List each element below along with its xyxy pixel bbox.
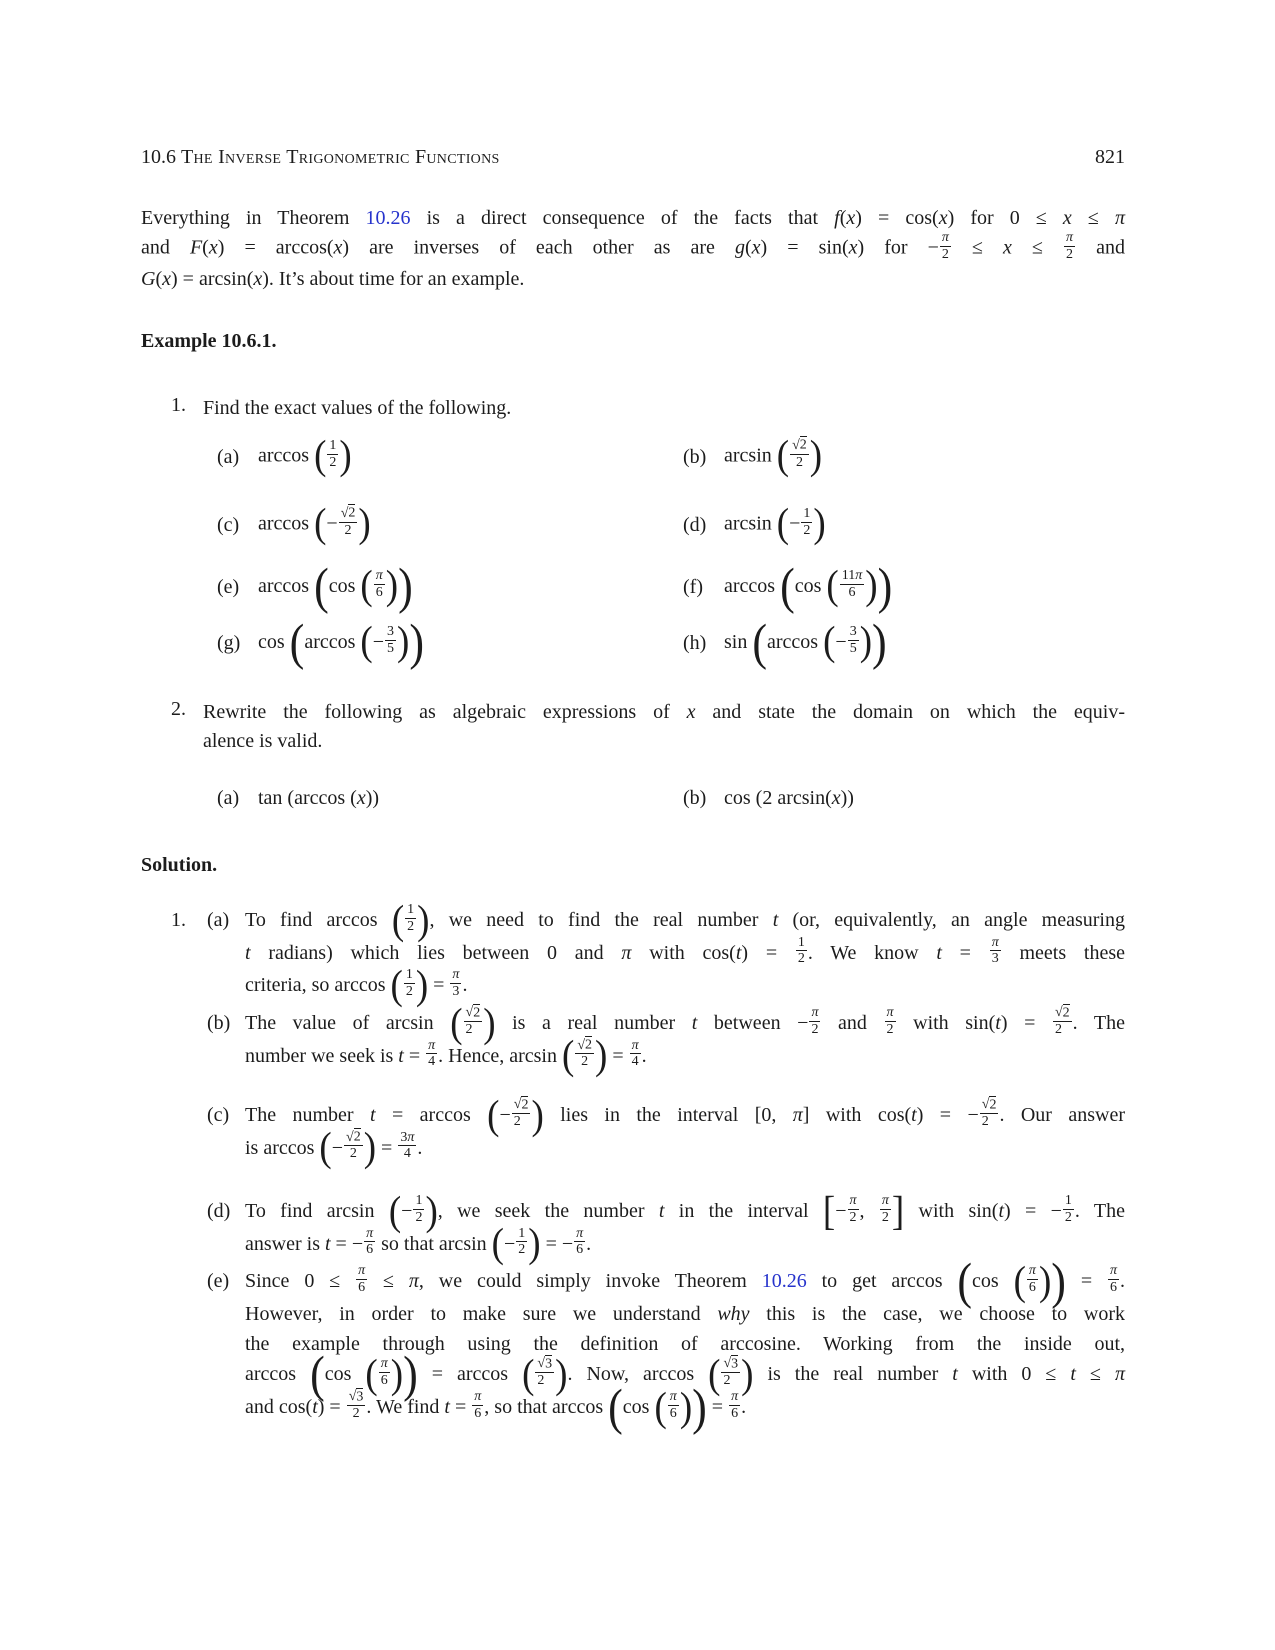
solution-line: answer is t = − $\frac{\pi}{6}$ so that arcsin (− $\frac{1}{2}$ ) = − $\frac{\pi}{6}$ . xyxy=(245,1220,592,1267)
solution-line: arccos (cos ( $\frac{\pi}{6}$ )) = arccos ( $\frac{√3}{2}$ ). Now, arccos ( $\frac{√3}{2}$ ) is the real number t with 0 ≤ t ≤ π xyxy=(245,1346,1125,1403)
sqrt: √2 xyxy=(981,1097,997,1113)
item-expression: sin (arccos (− $\frac{3}{5}$ )) xyxy=(724,613,887,671)
theorem-link[interactable]: 10.26 xyxy=(365,207,411,229)
solution-line: is arccos (− $\frac{√2}{2}$ ) = $\frac{3\pi}{4}$ . xyxy=(245,1124,423,1171)
sqrt: √3 xyxy=(348,1389,364,1405)
item-expression: arcsin ( $\frac{√2}{2}$ ) xyxy=(724,432,823,479)
item-label: (e) xyxy=(217,575,240,598)
exercise-item-2a xyxy=(217,772,379,824)
sqrt: √2 xyxy=(465,1005,481,1021)
sqrt: √2 xyxy=(340,505,356,521)
sqrt: √3 xyxy=(723,1356,739,1372)
solution-part-d xyxy=(207,1188,1125,1267)
sqrt: √3 xyxy=(537,1356,553,1372)
exercise-item-e xyxy=(217,555,413,619)
solution-line: the example through using the definition of arccosine. Working from the inside out, xyxy=(245,1333,1125,1355)
page-header xyxy=(141,145,1125,169)
item-label: (g) xyxy=(217,631,241,654)
part-label: (b) xyxy=(207,1012,231,1034)
problem-2 xyxy=(141,698,1125,756)
solution-part-c xyxy=(207,1092,1126,1171)
item-expression: arcsin (− $\frac{1}{2}$ ) xyxy=(724,500,826,547)
item-label: (b) xyxy=(683,786,707,809)
solution-line: To find arcsin (− $\frac{1}{2}$ ), we seek the number t in the interval [− $\frac{\pi}{2}$ , $\frac{\pi}{2}$ ] with sin(t) = − $\frac{1}{2}$ . The xyxy=(245,1188,1125,1235)
solution-line: The value of arcsin ( $\frac{√2}{2}$ ) is a real number t between − $\frac{\pi}{2}$ and $\frac{\pi}{2}$ with sin(t) = $\frac{√2}{2}$ . The xyxy=(245,1000,1125,1047)
problem-number: 1. xyxy=(171,394,186,416)
sqrt: √2 xyxy=(513,1097,529,1113)
part-label: (c) xyxy=(207,1104,230,1126)
solution-part-b xyxy=(207,1000,1125,1079)
solution-part-a xyxy=(171,897,1125,1009)
solution-line: criteria, so arccos ( $\frac{1}{2}$ ) = $\frac{\pi}{3}$ . xyxy=(245,962,468,1009)
running-section-heading xyxy=(141,145,500,169)
item-expression: arccos ( $\frac{1}{2}$ ) xyxy=(258,432,352,479)
section-number: 10.6 xyxy=(141,146,176,168)
item-label: (a) xyxy=(217,786,240,809)
problem-1 xyxy=(141,394,1125,423)
solution-number: 1. xyxy=(171,909,186,931)
sqrt: √2 xyxy=(346,1129,361,1145)
exercise-item-2b xyxy=(683,772,854,824)
problem-text xyxy=(203,698,1125,756)
item-expression: arccos (− $\frac{√2}{2}$ ) xyxy=(258,500,371,547)
solution-line: However, in order to make sure we understand why this is the case, we choose to work xyxy=(245,1303,1125,1325)
exercise-item-b xyxy=(683,425,822,489)
part-label: (a) xyxy=(207,909,230,931)
solution-heading: Solution. xyxy=(141,854,218,876)
sqrt: √2 xyxy=(792,437,807,453)
problem-text-line: alence is valid. xyxy=(203,730,323,752)
intro-line: G(x) = arcsin(x). It’s about time for an example. xyxy=(141,268,525,291)
problem-text-line: Rewrite the following as algebraic expressions of x and state the domain on which the equiv- xyxy=(203,701,1125,723)
solution-line: The number t = arccos (− $\frac{√2}{2}$ ) lies in the interval [0, π] with cos(t) = − $\frac{√2}{2}$ . Our answer xyxy=(245,1092,1126,1139)
item-expression: tan (arccos (x)) xyxy=(258,786,380,809)
exercise-item-g xyxy=(217,611,424,675)
exercise-item-h xyxy=(683,611,887,675)
solution-part-e xyxy=(207,1253,1125,1436)
solution-line: To find arccos ( $\frac{1}{2}$ ), we need to find the real number t (or, equivalently, an angle measuring xyxy=(245,897,1125,944)
exercise-grid-2 xyxy=(141,772,1125,824)
theorem-link[interactable]: 10.26 xyxy=(761,1270,807,1293)
item-label: (d) xyxy=(683,513,707,536)
exercise-item-d xyxy=(683,493,826,557)
item-label: (b) xyxy=(683,445,707,468)
item-label: (a) xyxy=(217,445,240,468)
solution-line: number we seek is t = $\frac{\pi}{4}$ . Hence, arcsin ( $\frac{√2}{2}$ ) = $\frac{\pi}{4}$ . xyxy=(245,1032,647,1079)
exercise-item-a xyxy=(217,425,352,489)
problem-text: Find the exact values of the following. xyxy=(203,397,512,419)
exercise-grid-1 xyxy=(141,425,1125,685)
intro-line: Everything in Theorem 10.26 is a direct consequence of the facts that f(x) = cos(x) for 0 ≤ x ≤ π xyxy=(141,207,1126,229)
item-expression: cos (arccos (− $\frac{3}{5}$ )) xyxy=(258,613,424,671)
example-heading: Example 10.6.1. xyxy=(141,330,277,352)
part-label: (e) xyxy=(207,1270,230,1292)
solution-line: t radians) which lies between 0 and π with cos(t) = $\frac{1}{2}$ . We know t = $\frac{\pi}{3}$ meets these xyxy=(245,934,1125,967)
problem-number: 2. xyxy=(171,698,186,720)
sqrt: √2 xyxy=(1054,1005,1070,1021)
item-expression: arccos (cos ( $\frac{11\pi}{6}$ )) xyxy=(724,557,893,615)
item-expression: cos (2 arcsin(x)) xyxy=(724,786,854,809)
sqrt: √2 xyxy=(577,1037,592,1053)
exercise-item-f xyxy=(683,555,892,619)
item-expression: arccos (cos ( $\frac{\pi}{6}$ )) xyxy=(258,557,413,615)
solution-line: Since 0 ≤ $\frac{\pi}{6}$ ≤ π, we could simply invoke Theorem 10.26 to get arccos (cos ( $\frac{\pi}{6}$ )) = $\frac{\pi}{6}$ . xyxy=(245,1253,1125,1310)
intro-paragraph xyxy=(141,204,1125,294)
item-label: (f) xyxy=(683,575,703,598)
page-number: 821 xyxy=(1095,146,1125,168)
item-label: (h) xyxy=(683,631,707,654)
item-label: (c) xyxy=(217,513,240,536)
intro-line: and F(x) = arccos(x) are inverses of each other as are g(x) = sin(x) for − $\frac{\pi}{2}$ ≤ x ≤ $\frac{\pi}{2}$ and xyxy=(141,230,1125,262)
solution-line: and cos(t) = $\frac{√3}{2}$ . We find t = $\frac{\pi}{6}$ , so that arccos (cos ( $\frac{\pi}{6}$ )) = $\frac{\pi}{6}$ . xyxy=(245,1379,747,1436)
exercise-item-c xyxy=(217,493,371,557)
section-title: The Inverse Trigonometric Functions xyxy=(181,146,500,168)
part-label: (d) xyxy=(207,1200,231,1222)
